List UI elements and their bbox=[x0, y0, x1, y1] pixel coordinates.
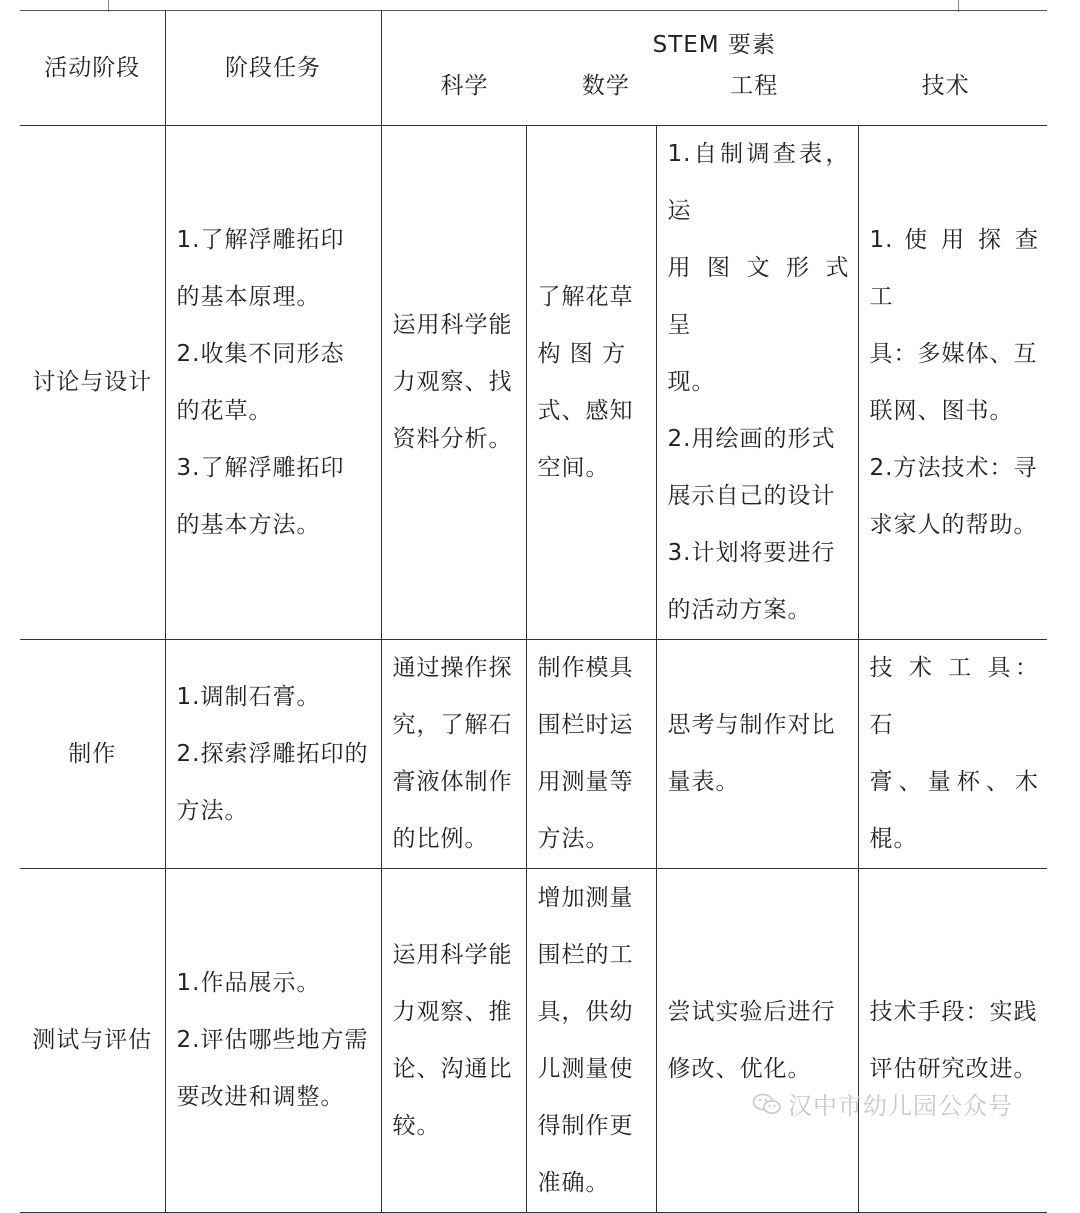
stem-title: STEM 要素 bbox=[652, 32, 776, 58]
wechat-icon bbox=[752, 1092, 782, 1116]
technology-cell: 技 术 工 具： 石 膏、量杯、木棍。 bbox=[858, 640, 1047, 869]
header-math: 数学 bbox=[581, 73, 630, 99]
engineering-cell: 思考与制作对比 量表。 bbox=[656, 640, 858, 869]
header-task: 阶段任务 bbox=[165, 11, 381, 126]
watermark-text: 汉中市幼儿园公众号 bbox=[788, 1092, 1013, 1120]
table-row bbox=[20, 640, 1047, 869]
watermark bbox=[752, 1086, 1013, 1121]
technology-cell: 1. 使 用 探 查 工 具：多媒体、互 联网、图书。 2.方法技术：寻 求家人的帮助。 bbox=[858, 126, 1047, 640]
stage-cell: 讨论与设计 bbox=[20, 126, 165, 640]
math-cell: 制作模具 围栏时运 用测量等 方法。 bbox=[526, 640, 656, 869]
stage-cell: 测试与评估 bbox=[20, 869, 165, 1213]
engineering-cell: 1.自制调查表，运 用 图 文 形 式 呈 现。 2.用绘画的形式 展示自己的设计 3.计划将要进行 的活动方案。 bbox=[656, 126, 858, 640]
math-cell: 了解花草 构 图 方 式、感知 空间。 bbox=[526, 126, 656, 640]
stem-subheaders bbox=[381, 71, 1047, 126]
header-science: 科学 bbox=[440, 73, 489, 99]
technology-cell: 技术手段：实践 评估研究改进。 bbox=[858, 869, 1047, 1213]
task-cell: 1.了解浮雕拓印 的基本原理。 2.收集不同形态 的花草。 3.了解浮雕拓印 的基本方法。 bbox=[165, 126, 381, 640]
header-engineering: 工程 bbox=[730, 73, 779, 99]
stem-activity-table bbox=[20, 10, 1047, 1213]
science-cell: 运用科学能 力观察、推 论、沟通比 较。 bbox=[381, 869, 526, 1213]
table-row bbox=[20, 126, 1047, 640]
task-cell: 1.作品展示。 2.评估哪些地方需 要改进和调整。 bbox=[165, 869, 381, 1213]
engineering-cell: 尝试实验后进行 修改、优化。 bbox=[656, 869, 858, 1213]
science-cell: 通过操作探 究，了解石 膏液体制作 的比例。 bbox=[381, 640, 526, 869]
task-cell: 1.调制石膏。 2.探索浮雕拓印的 方法。 bbox=[165, 640, 381, 869]
table-row bbox=[20, 869, 1047, 1213]
stage-cell: 制作 bbox=[20, 640, 165, 869]
science-cell: 运用科学能 力观察、找 资料分析。 bbox=[381, 126, 526, 640]
header-stage: 活动阶段 bbox=[20, 11, 165, 126]
header-technology: 技术 bbox=[921, 73, 970, 99]
math-cell: 增加测量 围栏的工 具，供幼 儿测量使 得制作更 准确。 bbox=[526, 869, 656, 1213]
